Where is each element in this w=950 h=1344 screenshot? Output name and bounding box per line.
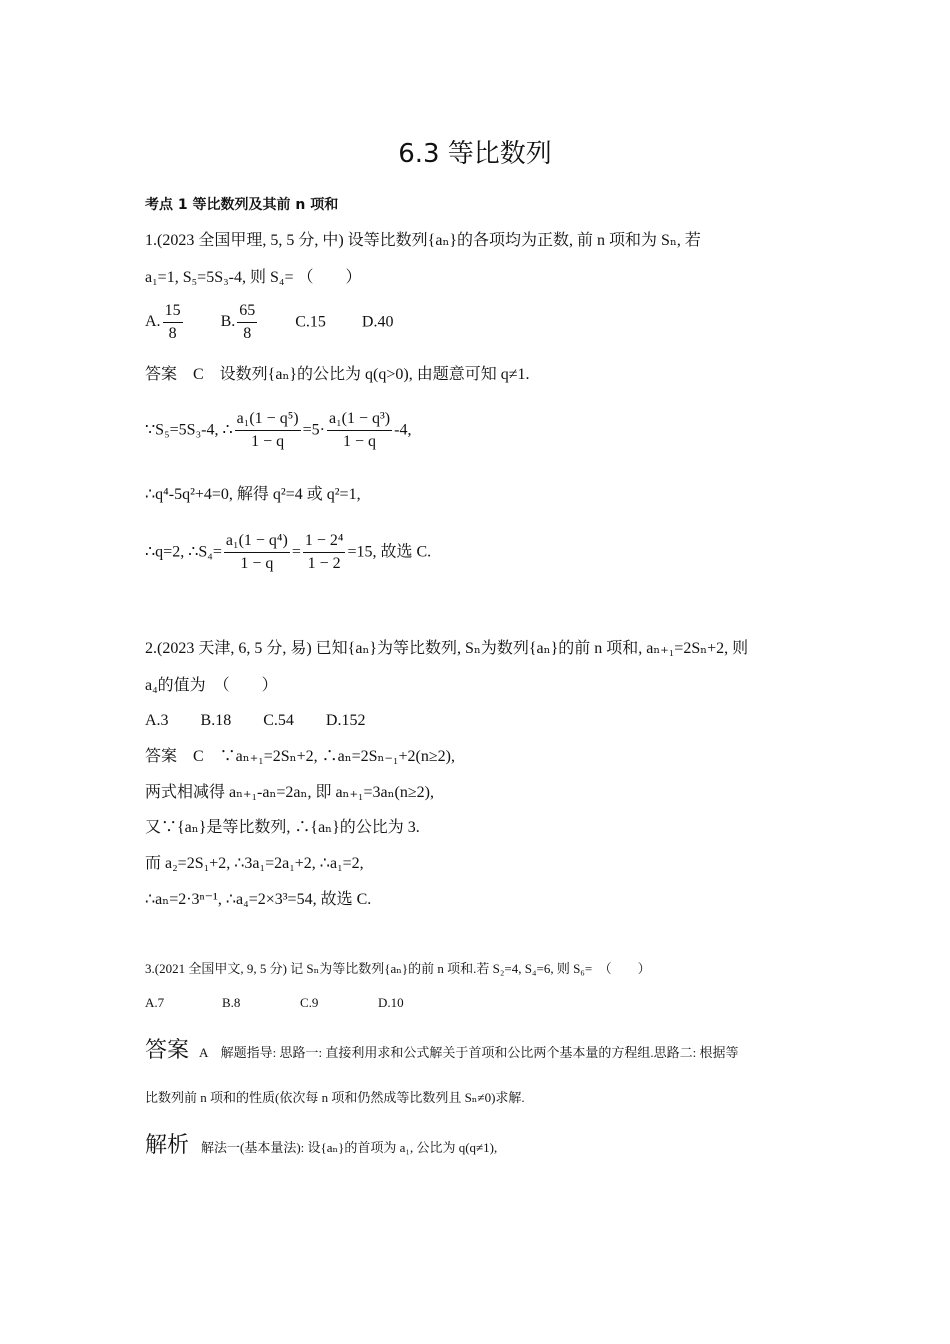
q2-answer: 答案 C ∵aₙ₊₁=2Sₙ+2, ∴aₙ=2Sₙ₋₁+2(n≥2),: [145, 748, 455, 765]
fraction-denominator: 1 − q: [343, 433, 377, 450]
analysis-label: 解析: [145, 1133, 190, 1158]
text-segment: ∵S₅=5S₃-4, ∴: [145, 421, 233, 439]
fraction-numerator: a₁(1 − q³): [327, 408, 392, 431]
text-segment: ∴q=2, ∴S₄=: [145, 543, 222, 561]
q1-stem-line1: 1.(2023 全国甲理, 5, 5 分, 中) 设等比数列{aₙ}的各项均为正数, 前 n 项和为 Sₙ, 若: [145, 232, 701, 249]
fraction-numerator: 15: [163, 300, 183, 323]
fraction-numerator: 1 − 2⁴: [303, 530, 346, 553]
q1-option-a-fraction: [163, 300, 183, 345]
q3-option-d: D.10: [378, 995, 404, 1010]
q3-stem: 3.(2021 全国甲文, 9, 5 分) 记 Sₙ为等比数列{aₙ}的前 n 项和.若 S₂=4, S₄=6, 则 S₆= （ ）: [145, 961, 651, 976]
q1-stem-line2: a₁=1, S₅=5S₃-4, 则 S₄= （ ）: [145, 269, 362, 286]
q1-step2: ∴q⁴-5q²+4=0, 解得 q²=4 或 q²=1,: [145, 486, 361, 503]
q3-option-a: A.7: [145, 995, 165, 1010]
q1-option-c: C.15: [295, 313, 326, 331]
q1-option-b-fraction: [237, 300, 257, 345]
fraction-denominator: 1 − q: [251, 433, 285, 450]
text-segment: =5·: [302, 421, 325, 439]
q3-option-b: B.8: [222, 995, 241, 1010]
q2-line4: 而 a₂=2S₁+2, ∴3a₁=2a₁+2, ∴a₁=2,: [145, 855, 364, 872]
text-segment: =15, 故选 C.: [347, 543, 432, 561]
fraction-numerator: 65: [237, 300, 257, 323]
q1-options: [145, 300, 393, 345]
fraction: [235, 408, 301, 453]
q3-option-c: C.9: [300, 995, 319, 1010]
fraction-numerator: a₁(1 − q⁵): [235, 408, 301, 431]
fraction-denominator: 8: [168, 325, 177, 342]
fraction-denominator: 1 − 2: [307, 555, 341, 572]
fraction-denominator: 8: [243, 325, 252, 342]
q1-answer: 答案 C 设数列{aₙ}的公比为 q(q>0), 由题意可知 q≠1.: [145, 366, 530, 383]
q2-stem-line2: a₄的值为 （ ）: [145, 677, 278, 694]
q1-option-b-label: B.: [220, 313, 236, 331]
fraction: [224, 530, 290, 575]
fraction-denominator: 1 − q: [240, 555, 274, 572]
q3-answer-line2: 比数列前 n 项和的性质(依次每 n 项和仍然成等比数列且 Sₙ≠0)求解.: [145, 1090, 525, 1105]
answer-label: 答案: [145, 1038, 190, 1063]
text-segment: -4,: [394, 421, 412, 439]
page-title: 6.3 等比数列: [398, 139, 552, 169]
analysis-text: 解法一(基本量法): 设{aₙ}的首项为 a₁, 公比为 q(q≠1),: [201, 1140, 498, 1155]
q1-step1: [145, 408, 411, 453]
q2-line5: ∴aₙ=2·3ⁿ⁻¹, ∴a₄=2×3³=54, 故选 C.: [145, 891, 372, 908]
answer-text: A 解题指导: 思路一: 直接利用求和公式解关于首项和公比两个基本量的方程组.思路二: 根据等: [199, 1045, 739, 1060]
text-segment: =: [291, 543, 301, 561]
q2-line2: 两式相减得 aₙ₊₁-aₙ=2aₙ, 即 aₙ₊₁=3aₙ(n≥2),: [145, 784, 434, 801]
q2-line3: 又∵{aₙ}是等比数列, ∴{aₙ}的公比为 3.: [145, 819, 420, 836]
q1-option-d: D.40: [361, 313, 394, 331]
q3-answer: [145, 1038, 739, 1066]
fraction: [327, 408, 392, 453]
q2-stem-line1: 2.(2023 天津, 6, 5 分, 易) 已知{aₙ}为等比数列, Sₙ为数列{aₙ}的前 n 项和, aₙ₊₁=2Sₙ+2, 则: [145, 640, 749, 657]
fraction-numerator: a₁(1 − q⁴): [224, 530, 290, 553]
q3-options: [145, 993, 404, 1013]
fraction: [303, 530, 346, 575]
q1-option-a-label: A.: [145, 313, 161, 331]
q2-options: A.3 B.18 C.54 D.152: [145, 712, 366, 729]
q3-analysis: [145, 1133, 497, 1161]
section-heading: 考点 1 等比数列及其前 n 项和: [145, 197, 339, 213]
q1-step3: [145, 530, 431, 575]
